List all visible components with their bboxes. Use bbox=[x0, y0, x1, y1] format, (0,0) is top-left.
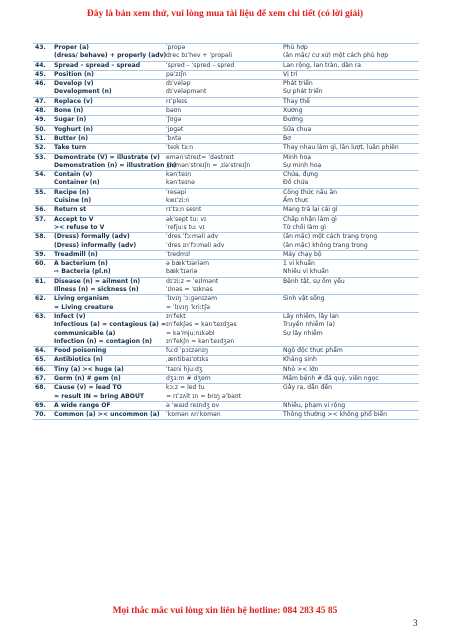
table-row bbox=[33, 356, 419, 365]
cell-num: 67. bbox=[33, 374, 52, 383]
cell-meaning bbox=[281, 393, 419, 402]
cell-word: Take turn bbox=[52, 144, 164, 153]
table-row bbox=[33, 411, 419, 420]
table-row bbox=[33, 107, 419, 116]
cell-meaning: Máy chạy bộ bbox=[281, 250, 419, 259]
cell-word: Proper (a) bbox=[52, 44, 164, 53]
cell-ipa: kənˈteɪn bbox=[164, 171, 281, 180]
cell-meaning: Thay thế bbox=[281, 97, 419, 106]
cell-word: Position (n) bbox=[52, 70, 164, 79]
cell-num bbox=[33, 242, 52, 251]
table-row bbox=[33, 171, 419, 180]
cell-num: 55. bbox=[33, 188, 52, 197]
cell-ipa: kwɪˈziːn bbox=[166, 197, 190, 205]
cell-meaning: 1 vi khuẩn bbox=[281, 260, 419, 269]
cell-meaning: Nhiều vi khuẩn bbox=[283, 268, 329, 276]
preview-notice: Đây là bản xem thử, vui lòng mua tài liệu để xem chi tiết (có lời giải) bbox=[86, 9, 364, 19]
table-row bbox=[33, 70, 419, 79]
cell-ipa: ˈpropə bbox=[164, 44, 281, 53]
cell-num bbox=[33, 304, 52, 313]
cell-meaning: Sự phát triển bbox=[283, 88, 323, 96]
cell-num: 53. bbox=[33, 153, 52, 162]
table-row bbox=[33, 144, 419, 153]
table-row bbox=[33, 374, 419, 383]
cell-meaning: Bệnh tật, sự ốm yếu bbox=[281, 277, 419, 286]
cell-word: Treadmill (n) bbox=[52, 250, 164, 259]
cell-num bbox=[33, 179, 52, 188]
cell-num bbox=[33, 338, 52, 347]
cell-ipa: rɪˈtɜːn seɪnt bbox=[164, 206, 281, 215]
cell-word: Sugar (n) bbox=[52, 116, 164, 125]
table-row bbox=[33, 304, 419, 313]
cell-num bbox=[33, 286, 52, 295]
cell-ipa: rɪˈpleɪs bbox=[164, 97, 281, 106]
cell-ipa: dɪˈveləpmənt bbox=[166, 88, 207, 96]
page-number: 3 bbox=[413, 618, 418, 628]
cell-meaning: Chấp nhận làm gì bbox=[281, 215, 419, 224]
table-row bbox=[33, 384, 419, 393]
cell-word: Cuisine (n) bbox=[54, 197, 92, 205]
cell-num: 62. bbox=[33, 295, 52, 304]
table-row bbox=[33, 338, 419, 347]
cell-meaning: Nhiều, phạm vi rộng bbox=[281, 401, 419, 410]
cell-num: 57. bbox=[33, 215, 52, 224]
table-row bbox=[33, 116, 419, 125]
cell-word: >< refuse to V bbox=[54, 223, 105, 231]
cell-meaning: Ẩm thực bbox=[283, 197, 309, 205]
cell-num bbox=[33, 88, 52, 97]
cell-word: Disease (n) = ailment (n) bbox=[52, 277, 164, 286]
cell-num: 46. bbox=[33, 80, 52, 89]
cell-word: Recipe (n) bbox=[52, 188, 164, 197]
table-row bbox=[33, 153, 419, 162]
cell-num: 56. bbox=[33, 206, 52, 215]
cell-ipa: ˈʃʊɡə bbox=[164, 116, 281, 125]
cell-ipa: ə bækˈtɪəriəm bbox=[164, 260, 281, 269]
table-row bbox=[33, 242, 419, 251]
cell-ipa: kənˈteɪnə bbox=[166, 179, 195, 187]
cell-num: 50. bbox=[33, 125, 52, 134]
cell-num: 69. bbox=[33, 401, 52, 410]
cell-ipa: ˈspred – ˈspred – spred bbox=[164, 61, 281, 70]
cell-meaning: Truyền nhiễm (a) bbox=[283, 321, 335, 329]
table-row bbox=[33, 286, 419, 295]
cell-meaning: Đường bbox=[281, 116, 419, 125]
cell-ipa: drес bɪˈhev + ˈpropəli bbox=[166, 52, 233, 60]
cell-ipa: ɪnˈfekʃəs = kənˈteɪdʒəs bbox=[166, 321, 237, 329]
cell-ipa: dɪˈveləp bbox=[164, 80, 281, 89]
cell-word: Infection (n) = contagion (n) bbox=[54, 337, 153, 345]
cell-word: Infectious (a) = contagious (a) = bbox=[54, 321, 167, 329]
cell-ipa: ˈtaɪni hjuːdʒ bbox=[164, 365, 281, 374]
cell-num: 52. bbox=[33, 144, 52, 153]
cell-meaning: Sữa chua bbox=[281, 125, 419, 134]
cell-word: Tiny (a) >< huge (a) bbox=[52, 365, 164, 374]
cell-word: Common (a) >< uncommon (a) bbox=[52, 411, 164, 420]
cell-word: Development (n) bbox=[54, 88, 112, 96]
cell-num bbox=[33, 393, 52, 402]
cell-meaning: (ăn mặc) không trang trọng bbox=[283, 241, 368, 249]
cell-meaning bbox=[281, 286, 419, 295]
cell-num: 61. bbox=[33, 277, 52, 286]
table-row bbox=[33, 330, 419, 338]
cell-word: A wide range OF bbox=[52, 401, 164, 410]
cell-ipa: bəʊn bbox=[164, 107, 281, 116]
cell-ipa: ˈlɪvɪŋ ˈɔːɡənɪzəm bbox=[164, 295, 281, 304]
cell-meaning: Công thức nấu ăn bbox=[281, 188, 419, 197]
cell-meaning: Bơ bbox=[281, 134, 419, 143]
cell-ipa: ˌæntibaɪˈɒtɪks bbox=[164, 356, 281, 365]
cell-word: Develop (v) bbox=[52, 80, 164, 89]
cell-word: = Living creature bbox=[54, 303, 114, 311]
cell-word: Bone (n) bbox=[52, 107, 164, 116]
table-row bbox=[33, 312, 419, 321]
cell-meaning: Sự lây nhiễm bbox=[283, 329, 323, 337]
cell-word: Cause (v) = lead TO bbox=[52, 384, 164, 393]
cell-meaning: Vị trí bbox=[281, 70, 419, 79]
cell-word: Contain (v) bbox=[52, 171, 164, 180]
cell-ipa: = ˈlɪvɪŋ ˈkriːtʃə bbox=[166, 303, 210, 311]
cell-word: Infect (v) bbox=[52, 312, 164, 321]
table-row bbox=[33, 188, 419, 197]
cell-num: 44. bbox=[33, 61, 52, 70]
cell-meaning: Sinh vật sống bbox=[281, 295, 419, 304]
cell-ipa: ˈdres ˈfɔːməli adv bbox=[164, 233, 281, 242]
cell-meaning bbox=[281, 338, 419, 347]
cell-ipa: ˌdemənˈstreɪʃn = ˌɪləˈstreɪʃn bbox=[166, 161, 251, 169]
cell-word: Germ (n) # gem (n) bbox=[52, 374, 164, 383]
cell-ipa: = kəˈmjuːnɪkəbl bbox=[166, 329, 215, 337]
table-row bbox=[33, 88, 419, 97]
table-row bbox=[33, 224, 419, 233]
table-row bbox=[33, 365, 419, 374]
cell-num bbox=[33, 52, 52, 61]
cell-num: 48. bbox=[33, 107, 52, 116]
cell-num bbox=[33, 162, 52, 171]
table-row bbox=[33, 250, 419, 259]
cell-ipa: ˈteɪk tɜːn bbox=[164, 144, 281, 153]
cell-ipa: bækˈtɪəriə bbox=[166, 268, 198, 276]
cell-meaning: Thay nhau làm gì, lần lượt, luân phiên bbox=[281, 144, 419, 153]
cell-word: communicable (a) bbox=[54, 329, 116, 337]
cell-ipa: ɪnˈfekt bbox=[164, 312, 281, 321]
cell-ipa: fuːd ˈpɔɪzənɪŋ bbox=[164, 347, 281, 356]
cell-num bbox=[33, 224, 52, 233]
table-row bbox=[33, 321, 419, 329]
cell-num: 47. bbox=[33, 97, 52, 106]
cell-ipa: emənˈstreɪt= ˈdəstreɪt bbox=[164, 153, 281, 162]
cell-num: 45. bbox=[33, 70, 52, 79]
table-row bbox=[33, 206, 419, 215]
table-row bbox=[33, 162, 419, 171]
cell-ipa: əkˈsept tuː vɪ bbox=[164, 215, 281, 224]
cell-meaning: Phù hợp bbox=[281, 44, 419, 53]
cell-num: 54. bbox=[33, 171, 52, 180]
table-row bbox=[33, 44, 419, 53]
table-row bbox=[33, 268, 419, 277]
cell-meaning: (ăn mặc/ cư xử) một cách phù hợp bbox=[283, 52, 389, 60]
table-row bbox=[33, 393, 419, 402]
cell-word: Butter (n) bbox=[52, 134, 164, 143]
cell-word: ⇨ Bacteria (pl.n) bbox=[54, 268, 111, 276]
cell-word: Illness (n) = sickness (n) bbox=[54, 286, 139, 294]
table-row bbox=[33, 347, 419, 356]
table-row bbox=[33, 61, 419, 70]
table-row bbox=[33, 401, 419, 410]
cell-word: (Dress) formally (adv) bbox=[52, 233, 164, 242]
cell-num: 49. bbox=[33, 116, 52, 125]
cell-meaning: Từ chối làm gì bbox=[283, 223, 326, 231]
cell-ipa: ˈresəpi bbox=[164, 188, 281, 197]
cell-num: 58. bbox=[33, 233, 52, 242]
cell-word: Food poisoning bbox=[52, 347, 164, 356]
cell-meaning: Lây nhiễm, lây lan bbox=[281, 312, 419, 321]
cell-ipa: ˈbʌtə bbox=[164, 134, 281, 143]
cell-num bbox=[33, 330, 52, 338]
cell-ipa: dɪˈziːz = ˈeɪlmənt bbox=[164, 277, 281, 286]
cell-meaning: Đồ chứa bbox=[283, 179, 309, 187]
cell-word: Demonstration (n) = illustration (n) bbox=[54, 161, 177, 169]
cell-ipa: = rɪˈzʌlt ɪn = brɪŋ əˈbaʊt bbox=[166, 392, 242, 400]
cell-meaning: Chứa, đựng bbox=[281, 171, 419, 180]
cell-word: (dress/ behave) + properly (adv) bbox=[54, 52, 167, 60]
table-row bbox=[33, 215, 419, 224]
vocabulary-table-body bbox=[33, 44, 419, 420]
cell-ipa: kɔːz = led tu bbox=[164, 384, 281, 393]
cell-num bbox=[33, 268, 52, 277]
cell-word: Container (n) bbox=[54, 179, 100, 187]
cell-meaning: Phát triển bbox=[281, 80, 419, 89]
table-row bbox=[33, 134, 419, 143]
table-row bbox=[33, 277, 419, 286]
cell-ipa: ˈtredmɪl bbox=[164, 250, 281, 259]
cell-num: 68. bbox=[33, 384, 52, 393]
cell-word: Return st bbox=[52, 206, 164, 215]
cell-meaning: Mầm bệnh # đá quý, viên ngọc bbox=[281, 374, 419, 383]
cell-meaning: Thông thường >< không phổ biến bbox=[281, 411, 419, 420]
cell-word: Living organism bbox=[52, 295, 164, 304]
table-row bbox=[33, 179, 419, 188]
table-row bbox=[33, 97, 419, 106]
cell-meaning: Xương bbox=[281, 107, 419, 116]
cell-word: (Dress) informally (adv) bbox=[54, 241, 137, 249]
cell-num: 43. bbox=[33, 44, 52, 53]
cell-ipa: ˈdres ɪnˈfɔːməli adv bbox=[166, 241, 225, 249]
table-row bbox=[33, 233, 419, 242]
table-row bbox=[33, 260, 419, 269]
cell-word: = result IN = bring ABOUT bbox=[54, 392, 145, 400]
cell-ipa: ɪnˈfekʃn = kənˈteɪdʒən bbox=[166, 337, 235, 345]
hotline-notice: Mọi thắc mắc vui lòng xin liên hệ hotline: 084 283 45 85 bbox=[112, 606, 338, 616]
table-row bbox=[33, 295, 419, 304]
cell-meaning bbox=[281, 304, 419, 313]
cell-num: 70. bbox=[33, 411, 52, 420]
cell-num: 65. bbox=[33, 356, 52, 365]
cell-meaning: Sự minh hoạ bbox=[283, 161, 322, 169]
cell-meaning: Kháng sinh bbox=[281, 356, 419, 365]
cell-word: Spread – spread – spread bbox=[52, 61, 164, 70]
table-row bbox=[33, 52, 419, 61]
cell-word: Antibiotics (n) bbox=[52, 356, 164, 365]
cell-num bbox=[33, 321, 52, 329]
cell-meaning: Lan rộng, lan tràn, dàn ra bbox=[281, 61, 419, 70]
cell-ipa: ˈrefjuːs tuː vɪ bbox=[166, 223, 205, 231]
cell-ipa: pəˈzɪʃn bbox=[164, 70, 281, 79]
cell-ipa: ˈkɒmən ʌnˈkɒmən bbox=[164, 411, 281, 420]
cell-num: 66. bbox=[33, 365, 52, 374]
cell-ipa: ˈjɒɡət bbox=[164, 125, 281, 134]
cell-word: A bacterium (n) bbox=[52, 260, 164, 269]
cell-word: Yoghurt (n) bbox=[52, 125, 164, 134]
cell-ipa: dʒɜːm # dʒem bbox=[164, 374, 281, 383]
cell-meaning: Mang trả lại cái gì bbox=[281, 206, 419, 215]
cell-ipa: ˈɪlnəs = ˈsɪknəs bbox=[166, 286, 213, 294]
table-row bbox=[33, 125, 419, 134]
cell-num: 60. bbox=[33, 260, 52, 269]
cell-num: 64. bbox=[33, 347, 52, 356]
cell-num: 59. bbox=[33, 250, 52, 259]
cell-ipa: ə ˈwaɪd reɪndʒ ɒv bbox=[164, 401, 281, 410]
cell-meaning: Nhỏ >< lớn bbox=[281, 365, 419, 374]
cell-meaning: (ăn mặc) một cách trang trọng bbox=[281, 233, 419, 242]
cell-num: 51. bbox=[33, 134, 52, 143]
cell-meaning: Gây ra, dẫn đến bbox=[281, 384, 419, 393]
cell-word: Demontrate (V) = illustrate (v) bbox=[52, 153, 164, 162]
cell-meaning: Minh hoạ bbox=[281, 153, 419, 162]
cell-meaning: Ngộ độc thực phẩm bbox=[281, 347, 419, 356]
cell-word: Replace (v) bbox=[52, 97, 164, 106]
cell-num bbox=[33, 197, 52, 206]
table-row bbox=[33, 80, 419, 89]
table-row bbox=[33, 197, 419, 206]
cell-num: 63. bbox=[33, 312, 52, 321]
cell-word: Accept to V bbox=[52, 215, 164, 224]
vocabulary-table bbox=[33, 43, 419, 420]
